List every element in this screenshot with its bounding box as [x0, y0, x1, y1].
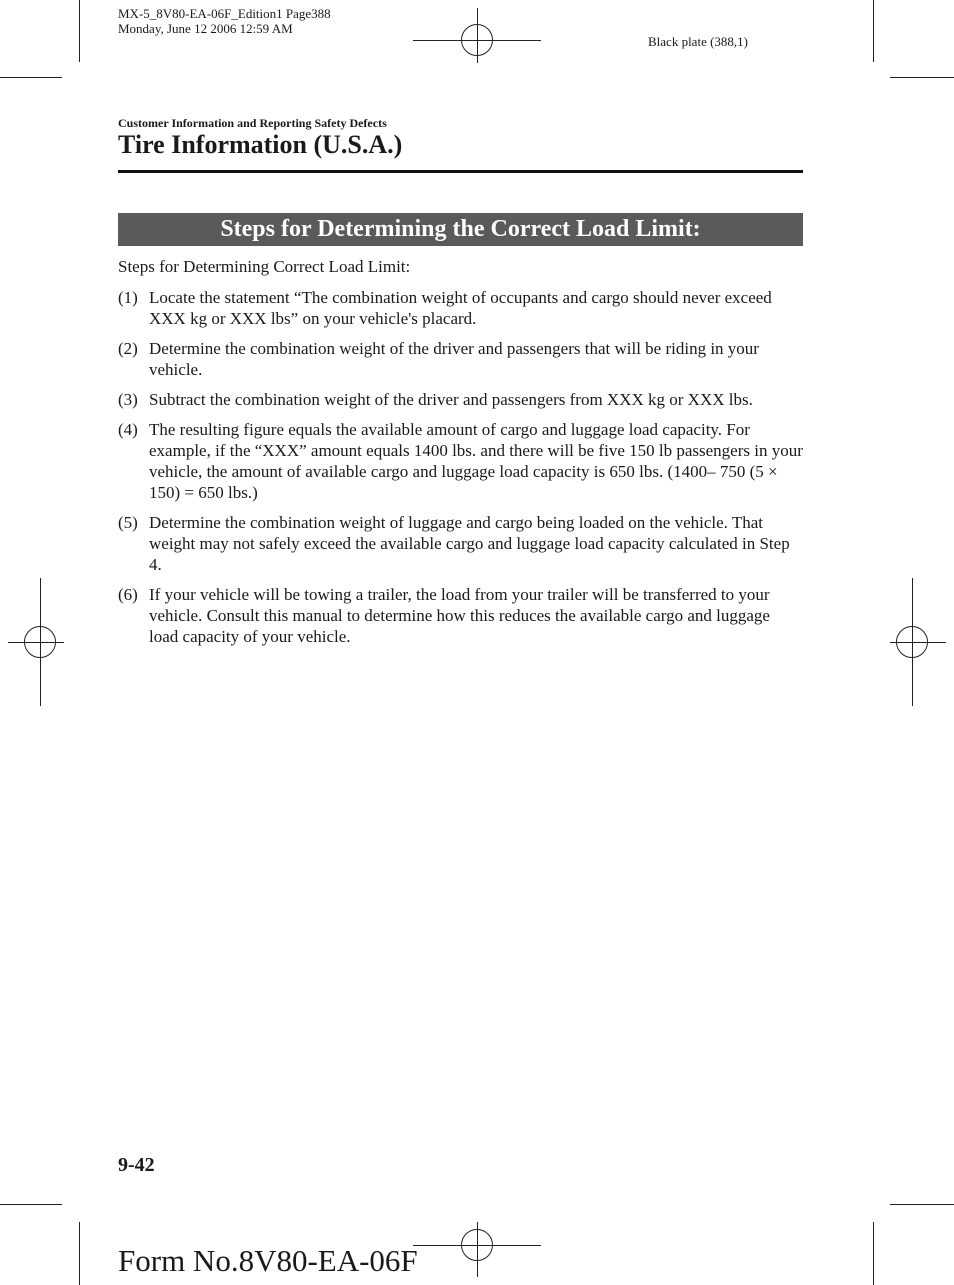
step-number: (3)	[118, 390, 138, 409]
step-item	[118, 584, 803, 647]
step-text: Determine the combination weight of luggage and cargo being loaded on the vehicle. That weight may not safely exceed the available cargo and luggage load capacity calculated in Step 4.	[149, 513, 790, 574]
step-item	[118, 338, 803, 380]
step-number: (5)	[118, 513, 138, 532]
plate-label: Black plate (388,1)	[648, 34, 748, 49]
step-text: Determine the combination weight of the driver and passengers that will be riding in your vehicle.	[149, 339, 759, 379]
step-text: If your vehicle will be towing a trailer, the load from your trailer will be transferred to your vehicle. Consult this manual to determine how this reduces the available cargo and luggage load capacity of your vehicle.	[149, 585, 770, 646]
section-label: Customer Information and Reporting Safety Defects	[118, 116, 387, 130]
intro-text: Steps for Determining Correct Load Limit:	[118, 257, 411, 276]
print-meta	[118, 6, 331, 36]
print-meta-file: MX-5_8V80-EA-06F_Edition1 Page388	[118, 6, 331, 21]
step-text: The resulting figure equals the available amount of cargo and luggage load capacity. For example, if the “XXX” amount equals 1400 lbs. and there will be five 150 lb passengers in your vehicle, the amount of available cargo and luggage load capacity is 650 lbs. (1400– 750 (5 × 150) = 650 lbs.)	[149, 420, 803, 502]
print-meta-date: Monday, June 12 2006 12:59 AM	[118, 21, 293, 36]
step-number: (1)	[118, 288, 138, 307]
step-number: (6)	[118, 585, 138, 604]
step-number: (4)	[118, 420, 138, 439]
step-item	[118, 287, 803, 329]
section-banner: Steps for Determining the Correct Load Limit:	[118, 213, 803, 246]
step-item	[118, 389, 803, 410]
step-text: Subtract the combination weight of the driver and passengers from XXX kg or XXX lbs.	[149, 390, 753, 409]
step-text: Locate the statement “The combination weight of occupants and cargo should never exceed XXX kg or XXX lbs” on your vehicle's placard.	[149, 288, 772, 328]
step-number: (2)	[118, 339, 138, 358]
step-item	[118, 512, 803, 575]
page-number: 9-42	[118, 1154, 155, 1176]
header-rule	[118, 170, 803, 173]
form-number: Form No.8V80-EA-06F	[118, 1243, 418, 1278]
chapter-title: Tire Information (U.S.A.)	[118, 130, 403, 159]
steps-list	[118, 287, 803, 656]
step-item	[118, 419, 803, 503]
